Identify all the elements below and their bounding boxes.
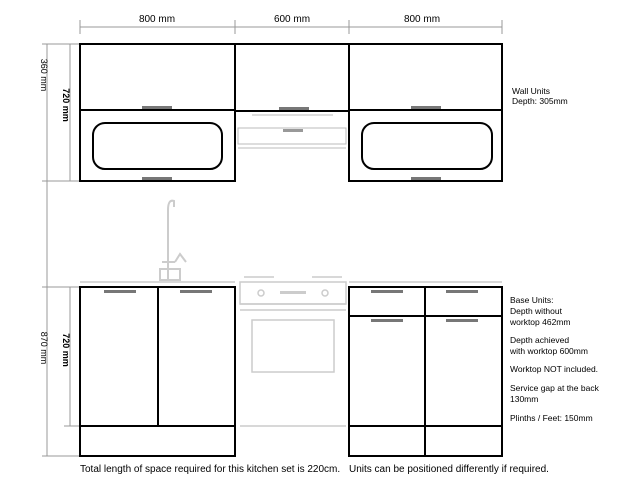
height-label-360: 360 mm: [39, 58, 49, 92]
base-unit-left: [80, 282, 235, 456]
footer-positioning-note: Units can be positioned differently if required.: [349, 464, 549, 475]
sink-tap: [160, 201, 186, 280]
width-label-left: 800 mm: [138, 14, 176, 25]
base-units-note-line: Plinths / Feet: 150mm: [510, 413, 593, 423]
base-units-notes: [509, 295, 600, 423]
left-dimension-lines: [42, 44, 80, 456]
height-label-720-base: 720 mm: [61, 333, 71, 367]
width-label-middle: 600 mm: [273, 14, 311, 25]
extractor-hood: [238, 115, 346, 148]
wall-units-note-line: Depth: 305mm: [512, 96, 568, 106]
height-label-720-wall: 720 mm: [61, 88, 71, 122]
width-label-right: 800 mm: [403, 14, 441, 25]
base-units-note-line: Worktop NOT included.: [510, 364, 599, 374]
base-units-note-line: 130mm: [510, 394, 539, 404]
base-units-note-line: Depth without: [510, 306, 562, 316]
base-units-note-line: worktop 462mm: [510, 317, 571, 327]
base-units-note-line: Base Units:: [510, 295, 554, 305]
wall-units-note: [512, 86, 568, 106]
footer-total-length: Total length of space required for this kitchen set is 220cm.: [80, 464, 341, 475]
oven-appliance: [240, 277, 346, 426]
wall-unit-middle: [235, 44, 349, 111]
wall-unit-right: [349, 44, 502, 181]
wall-units-note-line: Wall Units: [512, 86, 550, 96]
base-units-note-line: Service gap at the back: [510, 383, 599, 393]
height-label-870: 870 mm: [39, 331, 49, 365]
base-units-note-line: with worktop 600mm: [510, 346, 588, 356]
wall-unit-left: [80, 44, 235, 181]
base-unit-right: [349, 282, 502, 456]
base-units-note-line: Depth achieved: [510, 335, 570, 345]
